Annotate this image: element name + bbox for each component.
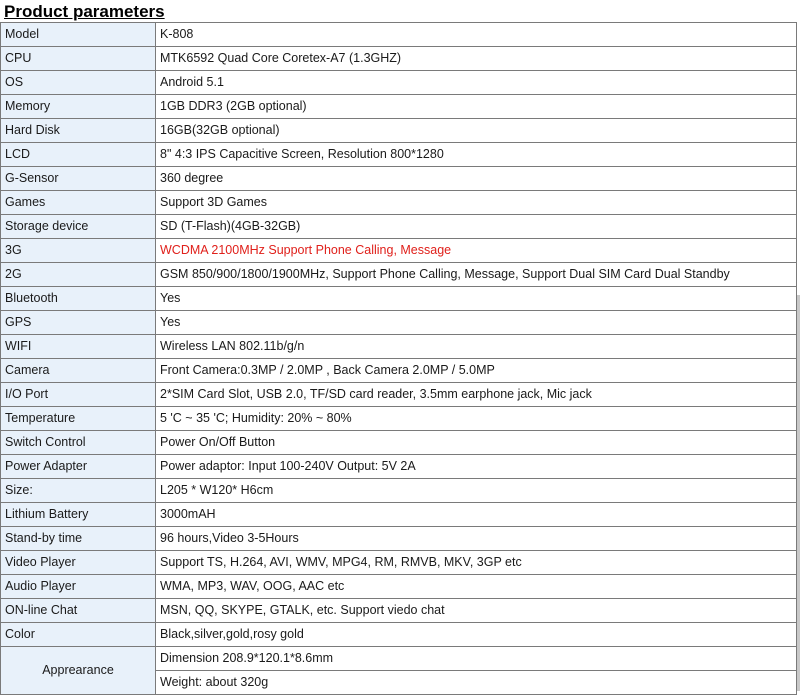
param-value: Yes	[156, 311, 797, 335]
table-row	[1, 191, 797, 215]
table-row	[1, 143, 797, 167]
table-row	[1, 335, 797, 359]
param-label: Power Adapter	[1, 455, 156, 479]
param-value: Power On/Off Button	[156, 431, 797, 455]
param-label: Stand-by time	[1, 527, 156, 551]
param-value: 2*SIM Card Slot, USB 2.0, TF/SD card reader, 3.5mm earphone jack, Mic jack	[156, 383, 797, 407]
param-value: Wireless LAN 802.11b/g/n	[156, 335, 797, 359]
param-label: Games	[1, 191, 156, 215]
table-row	[1, 479, 797, 503]
param-value: 1GB DDR3 (2GB optional)	[156, 95, 797, 119]
param-label: Memory	[1, 95, 156, 119]
param-label: WIFI	[1, 335, 156, 359]
param-label: Video Player	[1, 551, 156, 575]
table-row	[1, 263, 797, 287]
table-row	[1, 623, 797, 647]
param-value: 8" 4:3 IPS Capacitive Screen, Resolution 800*1280	[156, 143, 797, 167]
table-row	[1, 23, 797, 47]
table-row	[1, 71, 797, 95]
table-row	[1, 527, 797, 551]
param-value: Power adaptor: Input 100-240V Output: 5V 2A	[156, 455, 797, 479]
param-value: MSN, QQ, SKYPE, GTALK, etc. Support viedo chat	[156, 599, 797, 623]
param-value: MTK6592 Quad Core Coretex-A7 (1.3GHZ)	[156, 47, 797, 71]
table-row	[1, 575, 797, 599]
param-label: GPS	[1, 311, 156, 335]
table-row	[1, 431, 797, 455]
param-label: G-Sensor	[1, 167, 156, 191]
table-row	[1, 215, 797, 239]
table-row	[1, 383, 797, 407]
param-value: 96 hours,Video 3-5Hours	[156, 527, 797, 551]
param-label: ON-line Chat	[1, 599, 156, 623]
table-row	[1, 95, 797, 119]
param-label: 2G	[1, 263, 156, 287]
table-row	[1, 551, 797, 575]
param-label: LCD	[1, 143, 156, 167]
param-value: Support 3D Games	[156, 191, 797, 215]
appearance-dimension: Dimension 208.9*120.1*8.6mm	[156, 647, 797, 671]
param-value: 3000mAH	[156, 503, 797, 527]
parameters-table	[0, 22, 797, 695]
table-row	[1, 503, 797, 527]
table-row	[1, 647, 797, 671]
param-label: Size:	[1, 479, 156, 503]
param-value: L205 * W120* H6cm	[156, 479, 797, 503]
param-value: Black,silver,gold,rosy gold	[156, 623, 797, 647]
table-row	[1, 359, 797, 383]
param-label: Color	[1, 623, 156, 647]
param-value-highlight: WCDMA 2100MHz Support Phone Calling, Message	[156, 239, 797, 263]
param-value: 360 degree	[156, 167, 797, 191]
param-label: Model	[1, 23, 156, 47]
param-value: GSM 850/900/1800/1900MHz, Support Phone Calling, Message, Support Dual SIM Card Dual Standby	[156, 263, 797, 287]
param-label: I/O Port	[1, 383, 156, 407]
page-title: Product parameters	[4, 2, 165, 21]
param-label: Lithium Battery	[1, 503, 156, 527]
table-row	[1, 599, 797, 623]
param-label: Temperature	[1, 407, 156, 431]
param-label: Switch Control	[1, 431, 156, 455]
table-row	[1, 239, 797, 263]
param-label: Storage device	[1, 215, 156, 239]
param-value: SD (T-Flash)(4GB-32GB)	[156, 215, 797, 239]
param-label: Audio Player	[1, 575, 156, 599]
param-label: 3G	[1, 239, 156, 263]
table-row	[1, 455, 797, 479]
table-row	[1, 311, 797, 335]
param-label: Camera	[1, 359, 156, 383]
param-value: Yes	[156, 287, 797, 311]
param-label: OS	[1, 71, 156, 95]
param-label: CPU	[1, 47, 156, 71]
param-value: 5 'C ~ 35 'C; Humidity: 20% ~ 80%	[156, 407, 797, 431]
appearance-label: Apprearance	[1, 647, 156, 695]
table-row	[1, 167, 797, 191]
table-row	[1, 47, 797, 71]
param-value: Android 5.1	[156, 71, 797, 95]
param-label: Bluetooth	[1, 287, 156, 311]
param-value: Support TS, H.264, AVI, WMV, MPG4, RM, RMVB, MKV, 3GP etc	[156, 551, 797, 575]
appearance-weight: Weight: about 320g	[156, 671, 797, 695]
table-row	[1, 119, 797, 143]
param-value: Front Camera:0.3MP / 2.0MP , Back Camera 2.0MP / 5.0MP	[156, 359, 797, 383]
param-label: Hard Disk	[1, 119, 156, 143]
table-row	[1, 287, 797, 311]
param-value: WMA, MP3, WAV, OOG, AAC etc	[156, 575, 797, 599]
param-value: 16GB(32GB optional)	[156, 119, 797, 143]
param-value: K-808	[156, 23, 797, 47]
table-row	[1, 407, 797, 431]
